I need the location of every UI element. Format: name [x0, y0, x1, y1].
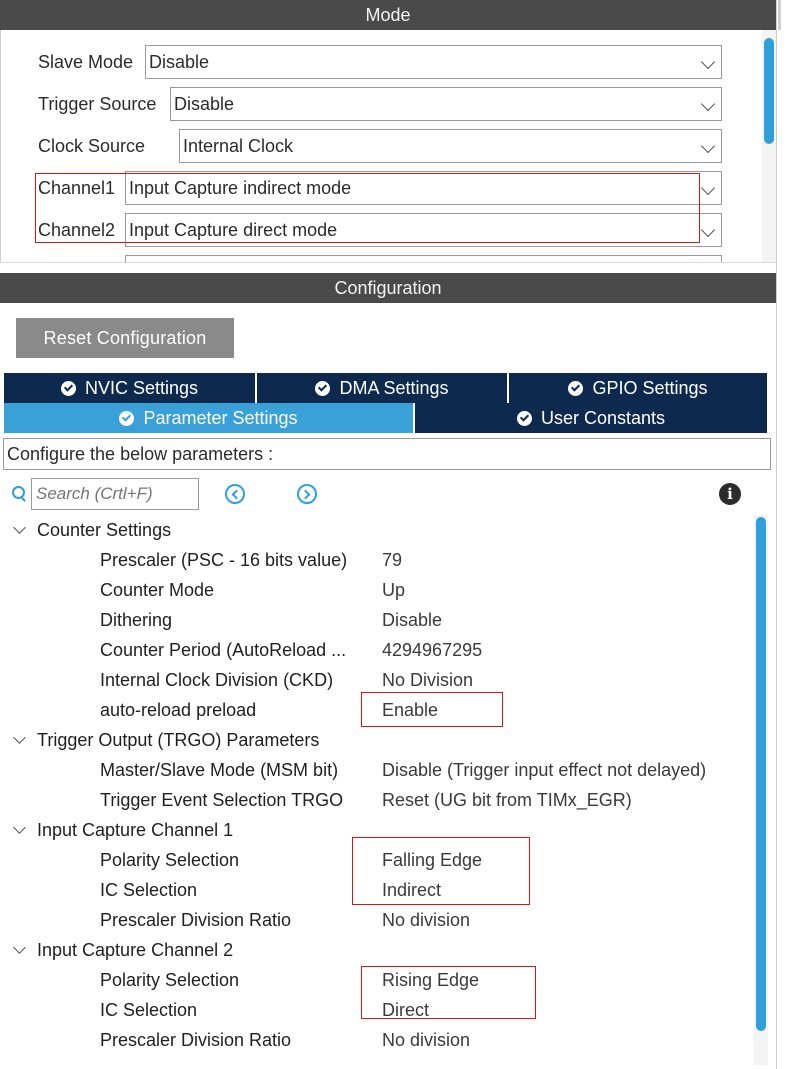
clock-source-value: Internal Clock	[183, 136, 294, 156]
channel3-select-partial[interactable]	[125, 255, 722, 262]
tab-label: NVIC Settings	[84, 377, 199, 398]
channel2-select[interactable]	[125, 213, 722, 247]
group-trigger-output[interactable]	[0, 725, 750, 755]
clock-source-row	[1, 129, 761, 163]
param-name: Prescaler (PSC - 16 bits value)	[100, 550, 348, 570]
param-name: IC Selection	[100, 1000, 198, 1020]
check-circle-icon	[315, 381, 330, 396]
param-name: Prescaler Division Ratio	[100, 1030, 292, 1050]
check-circle-icon	[517, 411, 532, 426]
parameter-tree	[0, 515, 750, 1055]
tab-row-bottom	[4, 403, 767, 433]
group-counter-settings[interactable]	[0, 515, 750, 545]
param-value[interactable]: No Division	[382, 670, 474, 690]
tab-label: Parameter Settings	[143, 407, 298, 428]
param-row[interactable]	[0, 665, 750, 695]
param-value[interactable]: No division	[382, 1030, 471, 1050]
param-value[interactable]: Indirect	[382, 880, 442, 900]
param-row[interactable]	[0, 635, 750, 665]
mode-scrollbar-thumb[interactable]	[764, 38, 774, 144]
param-name: Polarity Selection	[100, 970, 240, 990]
group-input-capture-channel-1[interactable]	[0, 815, 750, 845]
check-circle-icon	[61, 381, 76, 396]
tab-label: User Constants	[540, 407, 666, 428]
group-label: Input Capture Channel 2	[37, 940, 234, 960]
param-name: Trigger Event Selection TRGO	[100, 790, 344, 810]
channel2-row	[1, 213, 761, 247]
param-name: Counter Mode	[100, 580, 215, 600]
param-row[interactable]	[0, 875, 750, 905]
chevron-down-icon	[701, 223, 715, 237]
config-panel	[0, 303, 776, 1069]
param-value[interactable]: Enable	[382, 700, 439, 720]
slave-mode-row	[1, 45, 761, 79]
param-value[interactable]: Reset (UG bit from TIMx_EGR)	[382, 790, 632, 810]
slave-mode-label: Slave Mode	[38, 52, 134, 72]
config-scrollbar-thumb[interactable]	[756, 517, 766, 1031]
panel-divider[interactable]	[0, 262, 776, 273]
next-match-icon[interactable]	[297, 484, 317, 504]
channel1-value: Input Capture indirect mode	[129, 178, 352, 198]
chevron-down-icon	[701, 97, 715, 111]
param-row[interactable]	[0, 965, 750, 995]
param-row[interactable]	[0, 575, 750, 605]
param-value[interactable]: No division	[382, 910, 471, 930]
check-circle-icon	[119, 411, 134, 426]
channel1-label: Channel1	[38, 178, 116, 198]
channel2-value: Input Capture direct mode	[129, 220, 338, 240]
window-right-edge	[776, 0, 787, 1069]
outer-scrollbar[interactable]	[778, 0, 781, 30]
tab-dma-settings[interactable]	[257, 373, 509, 403]
config-panel-header	[0, 273, 776, 303]
chevron-down-icon[interactable]	[13, 821, 26, 834]
param-row[interactable]	[0, 755, 750, 785]
param-value[interactable]: Disable	[382, 610, 443, 630]
config-panel-title: Configuration	[334, 277, 442, 298]
param-value[interactable]: Direct	[382, 1000, 430, 1020]
search-icon	[12, 486, 26, 502]
param-row[interactable]	[0, 1025, 750, 1055]
param-row[interactable]	[0, 785, 750, 815]
param-name: Counter Period (AutoReload ...	[100, 640, 347, 660]
clock-source-label: Clock Source	[38, 136, 146, 156]
tab-parameter-settings[interactable]	[4, 403, 415, 433]
reset-configuration-button[interactable]: Reset Configuration	[16, 318, 234, 358]
trigger-source-value: Disable	[174, 94, 235, 114]
param-value[interactable]: Rising Edge	[382, 970, 480, 990]
param-name: Prescaler Division Ratio	[100, 910, 292, 930]
previous-match-icon[interactable]	[225, 484, 245, 504]
param-value[interactable]: Up	[382, 580, 406, 600]
chevron-down-icon	[701, 55, 715, 69]
tab-row-top	[4, 373, 767, 403]
chevron-down-icon[interactable]	[13, 941, 26, 954]
channel1-row	[1, 171, 761, 205]
tab-label: DMA Settings	[339, 377, 449, 398]
chevron-down-icon[interactable]	[13, 521, 26, 534]
group-label: Trigger Output (TRGO) Parameters	[37, 730, 320, 750]
chevron-down-icon[interactable]	[13, 731, 26, 744]
param-value[interactable]: 79	[382, 550, 403, 570]
param-row[interactable]	[0, 995, 750, 1025]
channel1-select[interactable]	[125, 171, 722, 205]
param-row[interactable]	[0, 545, 750, 575]
param-name: Internal Clock Division (CKD)	[100, 670, 334, 690]
mode-panel-title: Mode	[365, 4, 411, 25]
tab-user-constants[interactable]	[415, 403, 767, 433]
clock-source-select[interactable]	[179, 129, 722, 163]
trigger-source-label: Trigger Source	[38, 94, 157, 114]
param-row[interactable]	[0, 605, 750, 635]
param-name: Dithering	[100, 610, 173, 630]
check-circle-icon	[568, 381, 583, 396]
channel2-label: Channel2	[38, 220, 116, 240]
tab-label: GPIO Settings	[592, 377, 708, 398]
config-description: Configure the below parameters :	[3, 438, 771, 470]
param-row[interactable]	[0, 905, 750, 935]
group-label: Input Capture Channel 1	[37, 820, 234, 840]
search-input[interactable]	[31, 478, 199, 510]
chevron-down-icon	[701, 139, 715, 153]
param-name: Master/Slave Mode (MSM bit)	[100, 760, 339, 780]
info-icon[interactable]: i	[719, 483, 741, 505]
group-input-capture-channel-2[interactable]	[0, 935, 750, 965]
param-value[interactable]: 4294967295	[382, 640, 483, 660]
param-name: auto-reload preload	[100, 700, 257, 720]
slave-mode-select[interactable]	[145, 45, 722, 79]
tab-nvic-settings[interactable]	[4, 373, 257, 403]
chevron-down-icon	[701, 181, 715, 195]
trigger-source-select[interactable]	[170, 87, 722, 121]
param-value[interactable]: Falling Edge	[382, 850, 483, 870]
param-value[interactable]: Disable (Trigger input effect not delayed)	[382, 760, 707, 780]
param-row[interactable]	[0, 845, 750, 875]
param-name: Polarity Selection	[100, 850, 240, 870]
group-label: Counter Settings	[37, 520, 172, 540]
param-name: IC Selection	[100, 880, 198, 900]
mode-panel-header	[0, 0, 776, 30]
slave-mode-value: Disable	[149, 52, 210, 72]
trigger-source-row	[1, 87, 761, 121]
tab-gpio-settings[interactable]	[509, 373, 767, 403]
mode-panel	[0, 30, 776, 262]
param-row[interactable]	[0, 695, 750, 725]
